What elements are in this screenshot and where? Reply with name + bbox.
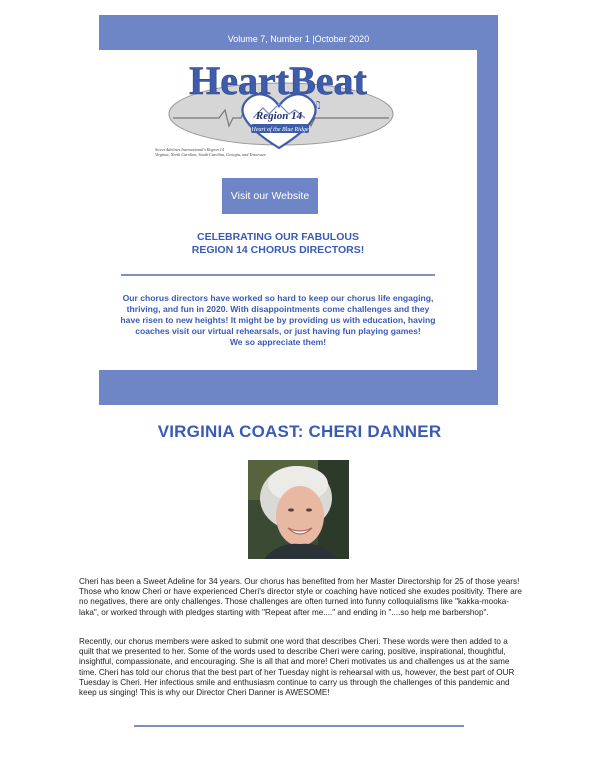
director-photo xyxy=(248,460,349,559)
footer-divider-rule xyxy=(134,725,464,727)
logo-region: Region 14 xyxy=(255,110,303,122)
logo-tagline-line-1: Sweet Adelines International's Region 14 xyxy=(155,147,224,152)
logo-ribbon-text: Heart of the Blue Ridge xyxy=(251,127,309,133)
logo-tagline xyxy=(155,147,395,157)
visit-website-button[interactable]: Visit our Website xyxy=(222,178,318,214)
article-title: VIRGINIA COAST: CHERI DANNER xyxy=(157,422,442,441)
logo-tagline-line-2: Virginia, North Carolina, South Carolina, Georgia, and Tennessee xyxy=(155,152,267,157)
article-paragraph-2: Recently, our chorus members were asked to submit one word that describes Cheri. These words were then added to a quilt that we presented to her. Some of the words used to describe Cheri were caring, positive, inspirational, thoughtful, insightful, compassionate, and encouraging. She is all that and more! Cheri motivates us and challenges us at the same time. Cheri has told our chorus that the best part of her Tuesday night is rehearsal with us, however, the best part of OUR Tuesday is Cheri. Her infectious smile and enthusiasm continue to carry us through the challenges of this pandemic and keep us singing! This is why our Director Cheri Danner is AWESOME! xyxy=(79,637,515,698)
celebration-heading-line-1: CELEBRATING OUR FABULOUS xyxy=(197,231,359,243)
newsletter-header-panel xyxy=(99,50,477,370)
newsletter-header-frame xyxy=(99,15,498,405)
volume-issue-line: Volume 7, Number 1 |October 2020 xyxy=(227,34,370,44)
article-paragraph-1: Cheri has been a Sweet Adeline for 34 years. Our chorus has benefited from her Master Directorship for 25 of those years! Those who know Cheri or have experienced Cheri's director style or coaching have noticed she exudes positivity. There are no negatives, there are only challenges. Those challenges are often turned into funny colloquialisms like "kakka-mooka-laka", or worked through with pledges starting with "Repeat after me...." and ending in "....so help me barbershop". xyxy=(79,577,522,617)
divider-rule xyxy=(121,274,435,276)
intro-text: Our chorus directors have worked so hard to keep our chorus life engaging, thriving, and fun in 2020. With disappointments come challenges and they have risen to new heights! It might be by providing us with education, having coaches visit our virtual rehearsals, or just having fun playing games! xyxy=(120,293,436,336)
celebration-heading xyxy=(119,231,437,257)
music-note-icon: ♫ xyxy=(313,100,322,111)
intro-closing: We so appreciate them! xyxy=(229,337,327,347)
celebration-heading-line-2: REGION 14 CHORUS DIRECTORS! xyxy=(191,244,365,256)
logo-title: HeartBeat xyxy=(189,64,367,103)
intro-paragraph xyxy=(117,293,439,348)
